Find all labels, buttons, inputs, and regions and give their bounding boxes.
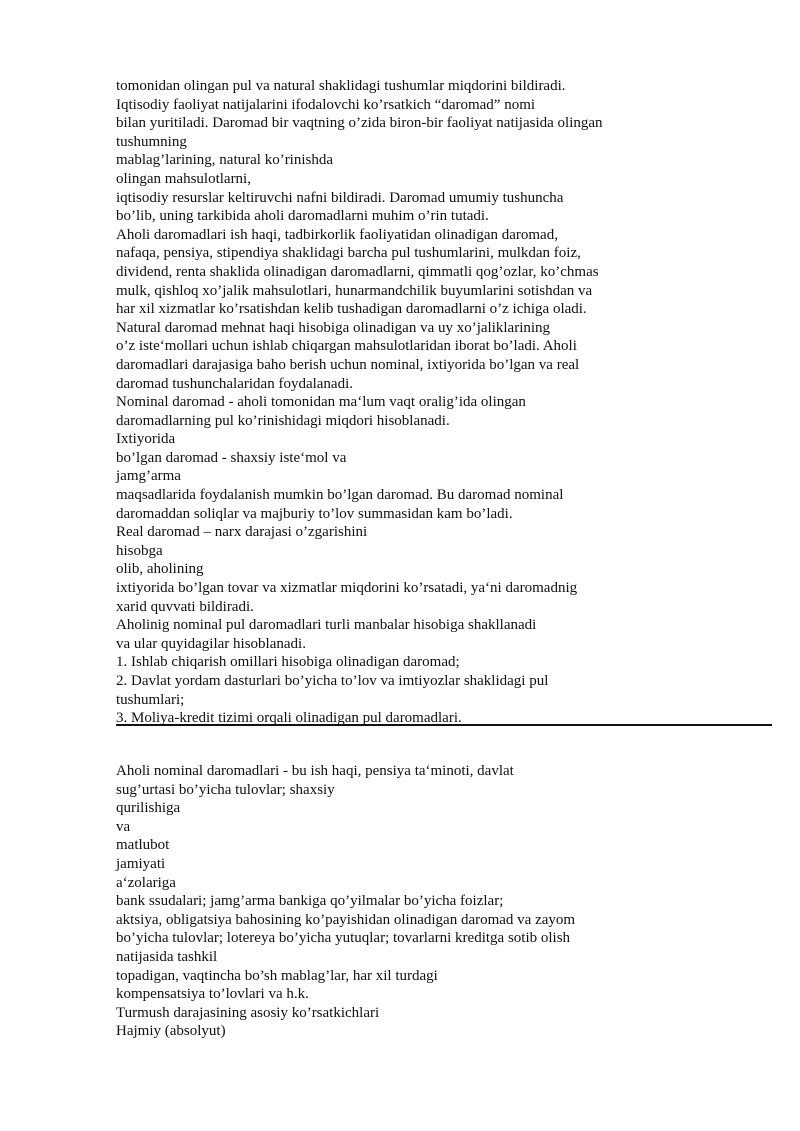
list-item: 2. Davlat yordam dasturlari bo’yicha to’lov va imtiyozlar shaklidagi pul bbox=[116, 673, 549, 689]
text-line: iqtisodiy resurslar keltiruvchi nafni bildiradi. Daromad umumiy tushuncha bbox=[116, 189, 564, 206]
text-line: tushumlari; bbox=[116, 691, 185, 708]
text-line: bo’lgan daromad - shaxsiy iste‘mol va bbox=[116, 449, 347, 466]
text-line: daromaddan soliqlar va majburiy to’lov summasidan kam bo’ladi. bbox=[116, 505, 513, 522]
horizontal-divider bbox=[116, 724, 772, 726]
text-line: Natural daromad mehnat haqi hisobiga olinadigan va uy xo’jaliklarining bbox=[116, 319, 551, 336]
text-line: va bbox=[116, 818, 131, 835]
text-line: har xil xizmatlar ko’rsatishdan kelib tushadigan daromadlarni o’z ichiga oladi. bbox=[116, 301, 587, 318]
text-line: Real daromad – narx darajasi o’zgarishini bbox=[116, 524, 368, 541]
text-line: maqsadlarida foydalanish mumkin bo’lgan daromad. Bu daromad nominal bbox=[116, 487, 564, 504]
list-item: 3. Moliya-kredit tizimi orqali olinadigan pul daromadlari. bbox=[116, 710, 462, 727]
text-line: bilan yuritiladi. Daromad bir vaqtning o’zida biron-bir faoliyat natijasida olingan bbox=[116, 115, 603, 132]
text-line: daromad tushunchalaridan foydalanadi. bbox=[116, 375, 353, 392]
text-line: nafaqa, pensiya, stipendiya shaklidagi barcha pul tushumlarini, mulkdan foiz, bbox=[116, 245, 581, 262]
text-line: tushumning bbox=[116, 133, 187, 150]
text-line: bo’lib, uning tarkibida aholi daromadlarni muhim o’rin tutadi. bbox=[116, 208, 489, 225]
text-line: bo’yicha tulovlar; lotereya bo’yicha yutuqlar; tovarlarni kreditga sotib olish bbox=[116, 930, 571, 947]
section-subheading: Hajmiy (absolyut) bbox=[116, 1023, 226, 1040]
text-line: jamiyati bbox=[116, 855, 166, 872]
text-line: Aholinig nominal pul daromadlari turli manbalar hisobiga shakllanadi bbox=[116, 617, 537, 634]
text-line: Aholi daromadlari ish haqi, tadbirkorlik faoliyatidan olinadigan daromad, bbox=[116, 226, 558, 243]
text-line: mablag’larining, natural ko’rinishda bbox=[116, 152, 334, 169]
text-line: a‘zolariga bbox=[116, 874, 176, 891]
text-block-upper bbox=[116, 77, 786, 728]
section-heading: Turmush darajasining asosiy ko’rsatkichlari bbox=[116, 1004, 380, 1021]
text-line: bank ssudalari; jamg’arma bankiga qo’yilmalar bo’yicha foizlar; bbox=[116, 893, 504, 910]
text-line: olib, aholining bbox=[116, 561, 204, 578]
text-line: aktsiya, obligatsiya bahosining ko’payishidan olinadigan daromad va zayom bbox=[116, 911, 576, 928]
text-line: daromadlarning pul ko’rinishidagi miqdori hisoblanadi. bbox=[116, 412, 450, 429]
text-line: Nominal daromad - aholi tomonidan ma‘lum vaqt oralig’ida olingan bbox=[116, 394, 526, 411]
text-line: tomonidan olingan pul va natural shaklidagi tushumlar miqdorini bildiradi. bbox=[116, 78, 566, 94]
text-line: Iqtisodiy faoliyat natijalarini ifodalovchi ko’rsatkich “daromad” nomi bbox=[116, 96, 536, 113]
text-line: xarid quvvati bildiradi. bbox=[116, 598, 254, 615]
text-line: mulk, qishloq xo’jalik mahsulotlari, hunarmandchilik buyumlarini sotishdan va bbox=[116, 282, 593, 299]
text-line: matlubot bbox=[116, 837, 170, 854]
text-line: va ular quyidagilar hisoblanadi. bbox=[116, 635, 306, 652]
text-block-lower bbox=[116, 762, 786, 1041]
text-line: topadigan, vaqtincha bo’sh mablag’lar, har xil turdagi bbox=[116, 967, 438, 984]
text-line: hisobga bbox=[116, 542, 163, 559]
text-line: sug’urtasi bo’yicha tulovlar; shaxsiy bbox=[116, 781, 335, 798]
text-line: Ixtiyorida bbox=[116, 431, 176, 448]
text-line: kompensatsiya to’lovlari va h.k. bbox=[116, 986, 309, 1003]
text-line: olingan mahsulotlarni, bbox=[116, 170, 251, 187]
text-line: jamg’arma bbox=[116, 468, 181, 485]
text-line: daromadlari darajasiga baho berish uchun nominal, ixtiyorida bo’lgan va real bbox=[116, 356, 580, 373]
list-item: 1. Ishlab chiqarish omillari hisobiga olinadigan daromad; bbox=[116, 654, 460, 671]
text-line: ixtiyorida bo’lgan tovar va xizmatlar miqdorini ko’rsatadi, ya‘ni daromadnig bbox=[116, 580, 578, 597]
text-line: dividend, renta shaklida olinadigan daromadlarni, qimmatli qog’ozlar, ko’chmas bbox=[116, 263, 599, 280]
text-line: qurilishiga bbox=[116, 800, 181, 817]
text-line: natijasida tashkil bbox=[116, 948, 218, 965]
text-line: o’z iste‘mollari uchun ishlab chiqargan mahsulotlaridan iborat bo’ladi. Aholi bbox=[116, 338, 577, 355]
text-line: Aholi nominal daromadlari - bu ish haqi, pensiya ta‘minoti, davlat bbox=[116, 763, 514, 779]
